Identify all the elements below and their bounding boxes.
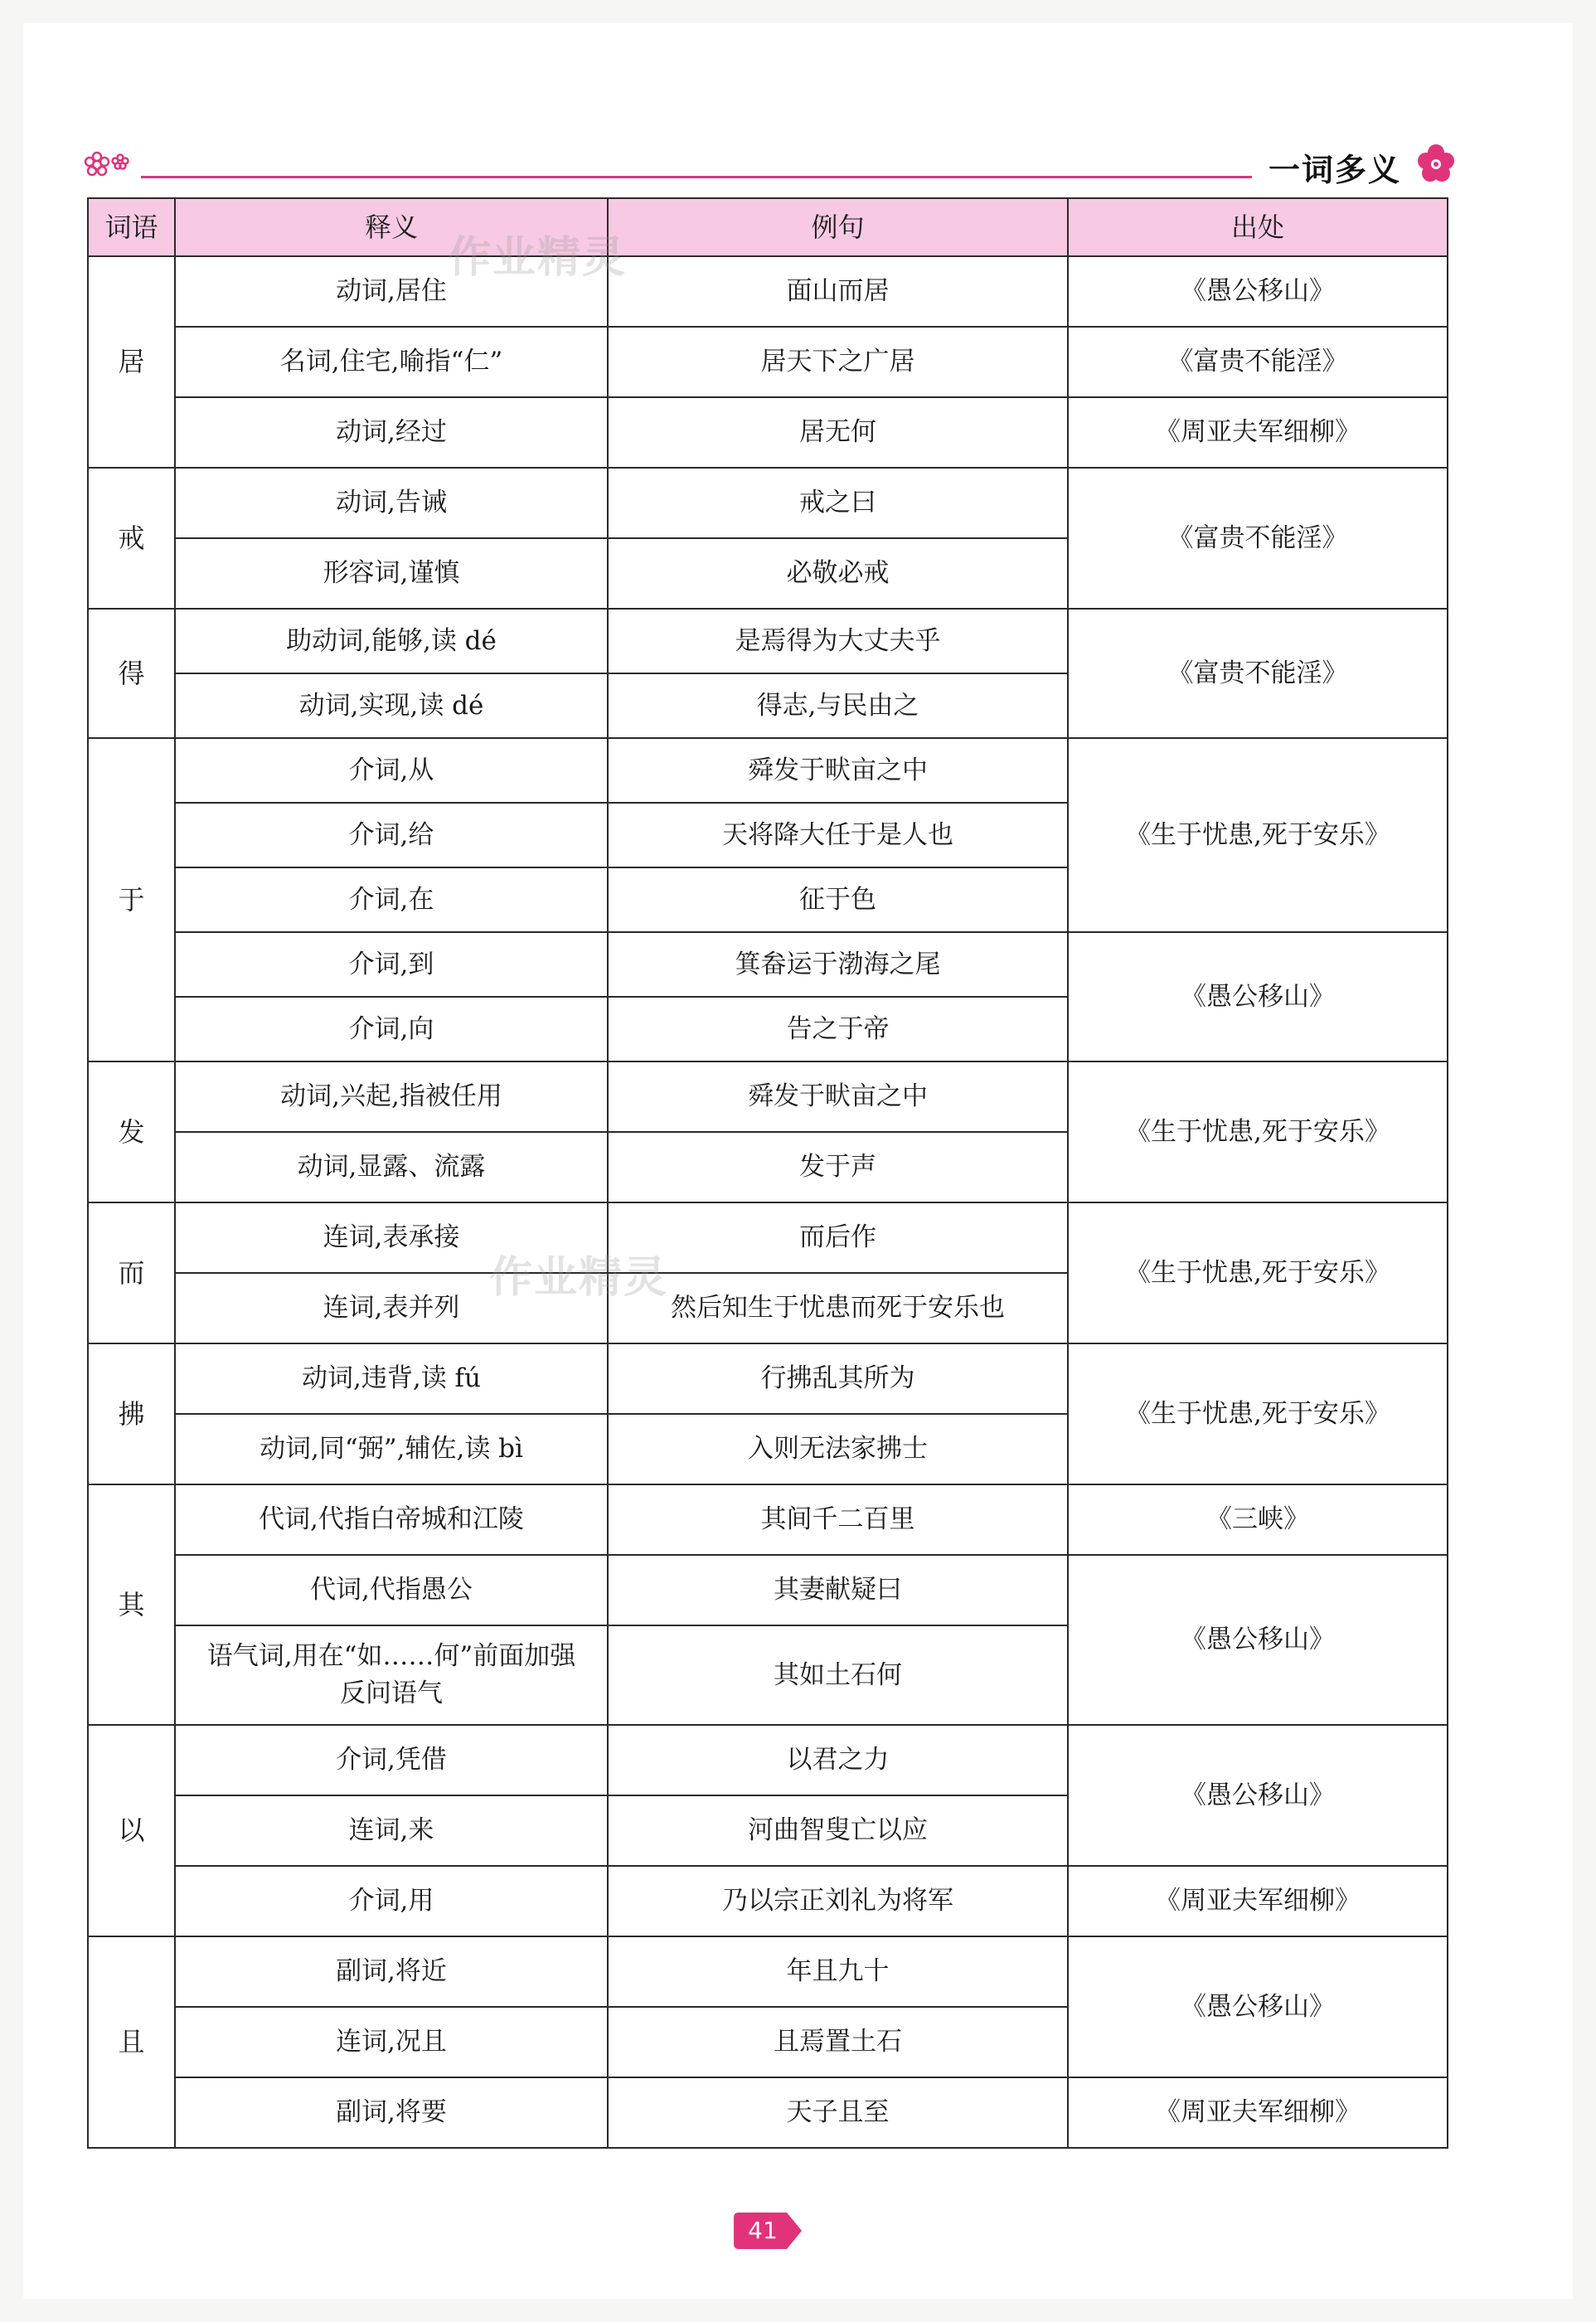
example-cell: 舜发于畎亩之中 (608, 738, 1068, 803)
example-cell: 居无何 (608, 397, 1068, 468)
source-cell: 《愚公移山》 (1068, 932, 1448, 1061)
header-rule (141, 176, 1252, 178)
meaning-cell: 动词,告诫 (175, 468, 608, 538)
column-header-example: 例句 (608, 198, 1068, 256)
example-cell: 其如土石何 (608, 1625, 1068, 1725)
example-cell: 告之于帝 (608, 997, 1068, 1061)
flower-icon (1413, 143, 1459, 184)
meaning-cell: 动词,兴起,指被任用 (175, 1061, 608, 1132)
table-header-row (88, 198, 1448, 256)
meaning-cell: 动词,实现,读 dé (175, 673, 608, 738)
source-cell: 《富贵不能淫》 (1068, 327, 1448, 397)
word-cell: 戒 (88, 468, 175, 609)
table-row (88, 932, 1448, 997)
meaning-cell: 名词,住宅,喻指“仁” (175, 327, 608, 397)
example-cell: 且焉置土石 (608, 2007, 1068, 2077)
meaning-cell: 连词,表并列 (175, 1273, 608, 1343)
source-cell: 《周亚夫军细柳》 (1068, 2077, 1448, 2148)
example-cell: 然后知生于忧患而死于安乐也 (608, 1273, 1068, 1343)
meaning-cell: 介词,到 (175, 932, 608, 997)
page-number (734, 2213, 802, 2249)
example-cell: 发于声 (608, 1132, 1068, 1202)
word-cell: 以 (88, 1725, 175, 1936)
source-cell: 《愚公移山》 (1068, 1725, 1448, 1866)
word-cell: 且 (88, 1936, 175, 2148)
table-row (88, 1484, 1448, 1555)
meaning-cell: 介词,从 (175, 738, 608, 803)
meaning-cell: 代词,代指愚公 (175, 1555, 608, 1625)
table-row (88, 1202, 1448, 1273)
table-row (88, 1936, 1448, 2007)
word-cell: 而 (88, 1202, 175, 1343)
meaning-cell: 代词,代指白帝城和江陵 (175, 1484, 608, 1555)
meaning-cell: 动词,居住 (175, 256, 608, 327)
column-header-word: 词语 (88, 198, 175, 256)
example-cell: 其间千二百里 (608, 1484, 1068, 1555)
source-cell: 《富贵不能淫》 (1068, 609, 1448, 738)
example-cell: 必敬必戒 (608, 538, 1068, 609)
meaning-cell: 连词,来 (175, 1795, 608, 1866)
source-cell: 《生于忧患,死于安乐》 (1068, 1061, 1448, 1202)
page-title: 一词多义 (1268, 152, 1401, 188)
table-row (88, 738, 1448, 803)
source-cell: 《周亚夫军细柳》 (1068, 1866, 1448, 1936)
example-cell: 天子且至 (608, 2077, 1068, 2148)
flower-icon (83, 149, 133, 177)
meaning-cell: 副词,将近 (175, 1936, 608, 2007)
table-row (88, 468, 1448, 538)
source-cell: 《生于忧患,死于安乐》 (1068, 1343, 1448, 1484)
page-header (83, 143, 1459, 188)
column-header-meaning: 释义 (175, 198, 608, 256)
table-row (88, 256, 1448, 327)
example-cell: 天将降大任于是人也 (608, 803, 1068, 867)
source-cell: 《生于忧患,死于安乐》 (1068, 738, 1448, 932)
meaning-cell: 动词,经过 (175, 397, 608, 468)
example-cell: 戒之曰 (608, 468, 1068, 538)
meaning-cell: 连词,表承接 (175, 1202, 608, 1273)
example-cell: 以君之力 (608, 1725, 1068, 1795)
meaning-cell: 动词,同“弼”,辅佐,读 bì (175, 1414, 608, 1484)
table-row (88, 1061, 1448, 1132)
example-cell: 得志,与民由之 (608, 673, 1068, 738)
example-cell: 是焉得为大丈夫乎 (608, 609, 1068, 673)
polysemy-table (87, 197, 1448, 2149)
watermark: 作业精灵 (489, 1253, 669, 1303)
table-row (88, 1555, 1448, 1625)
example-cell: 居天下之广居 (608, 327, 1068, 397)
example-cell: 乃以宗正刘礼为将军 (608, 1866, 1068, 1936)
meaning-cell: 介词,在 (175, 867, 608, 932)
table-row (88, 327, 1448, 397)
watermark: 作业精灵 (448, 233, 628, 283)
word-cell: 于 (88, 738, 175, 1061)
example-cell: 征于色 (608, 867, 1068, 932)
source-cell: 《愚公移山》 (1068, 256, 1448, 327)
example-cell: 箕畚运于渤海之尾 (608, 932, 1068, 997)
example-cell: 而后作 (608, 1202, 1068, 1273)
example-cell: 河曲智叟亡以应 (608, 1795, 1068, 1866)
page-number-text: 41 (748, 2217, 778, 2244)
example-cell: 行拂乱其所为 (608, 1343, 1068, 1414)
table-row (88, 1343, 1448, 1414)
meaning-cell: 介词,给 (175, 803, 608, 867)
example-cell: 入则无法家拂士 (608, 1414, 1068, 1484)
meaning-cell: 动词,违背,读 fú (175, 1343, 608, 1414)
meaning-cell: 介词,用 (175, 1866, 608, 1936)
source-cell: 《生于忧患,死于安乐》 (1068, 1202, 1448, 1343)
meaning-cell: 介词,凭借 (175, 1725, 608, 1795)
table-row (88, 609, 1448, 673)
source-cell: 《周亚夫军细柳》 (1068, 397, 1448, 468)
table-row (88, 1725, 1448, 1795)
word-cell: 得 (88, 609, 175, 738)
source-cell: 《愚公移山》 (1068, 1555, 1448, 1725)
table-row (88, 2077, 1448, 2148)
word-cell: 居 (88, 256, 175, 468)
example-cell: 舜发于畎亩之中 (608, 1061, 1068, 1132)
source-cell: 《富贵不能淫》 (1068, 468, 1448, 609)
example-cell: 其妻献疑曰 (608, 1555, 1068, 1625)
table-row (88, 397, 1448, 468)
example-cell: 年且九十 (608, 1936, 1068, 2007)
meaning-cell: 动词,显露、流露 (175, 1132, 608, 1202)
table-row (88, 1866, 1448, 1936)
meaning-cell: 介词,向 (175, 997, 608, 1061)
meaning-cell: 连词,况且 (175, 2007, 608, 2077)
source-cell: 《愚公移山》 (1068, 1936, 1448, 2077)
meaning-cell: 形容词,谨慎 (175, 538, 608, 609)
example-cell: 面山而居 (608, 256, 1068, 327)
source-cell: 《三峡》 (1068, 1484, 1448, 1555)
word-cell: 拂 (88, 1343, 175, 1484)
word-cell: 其 (88, 1484, 175, 1725)
meaning-cell: 助动词,能够,读 dé (175, 609, 608, 673)
word-cell: 发 (88, 1061, 175, 1202)
column-header-source: 出处 (1068, 198, 1448, 256)
meaning-cell: 语气词,用在“如……何”前面加强反问语气 (175, 1625, 608, 1725)
meaning-cell: 副词,将要 (175, 2077, 608, 2148)
